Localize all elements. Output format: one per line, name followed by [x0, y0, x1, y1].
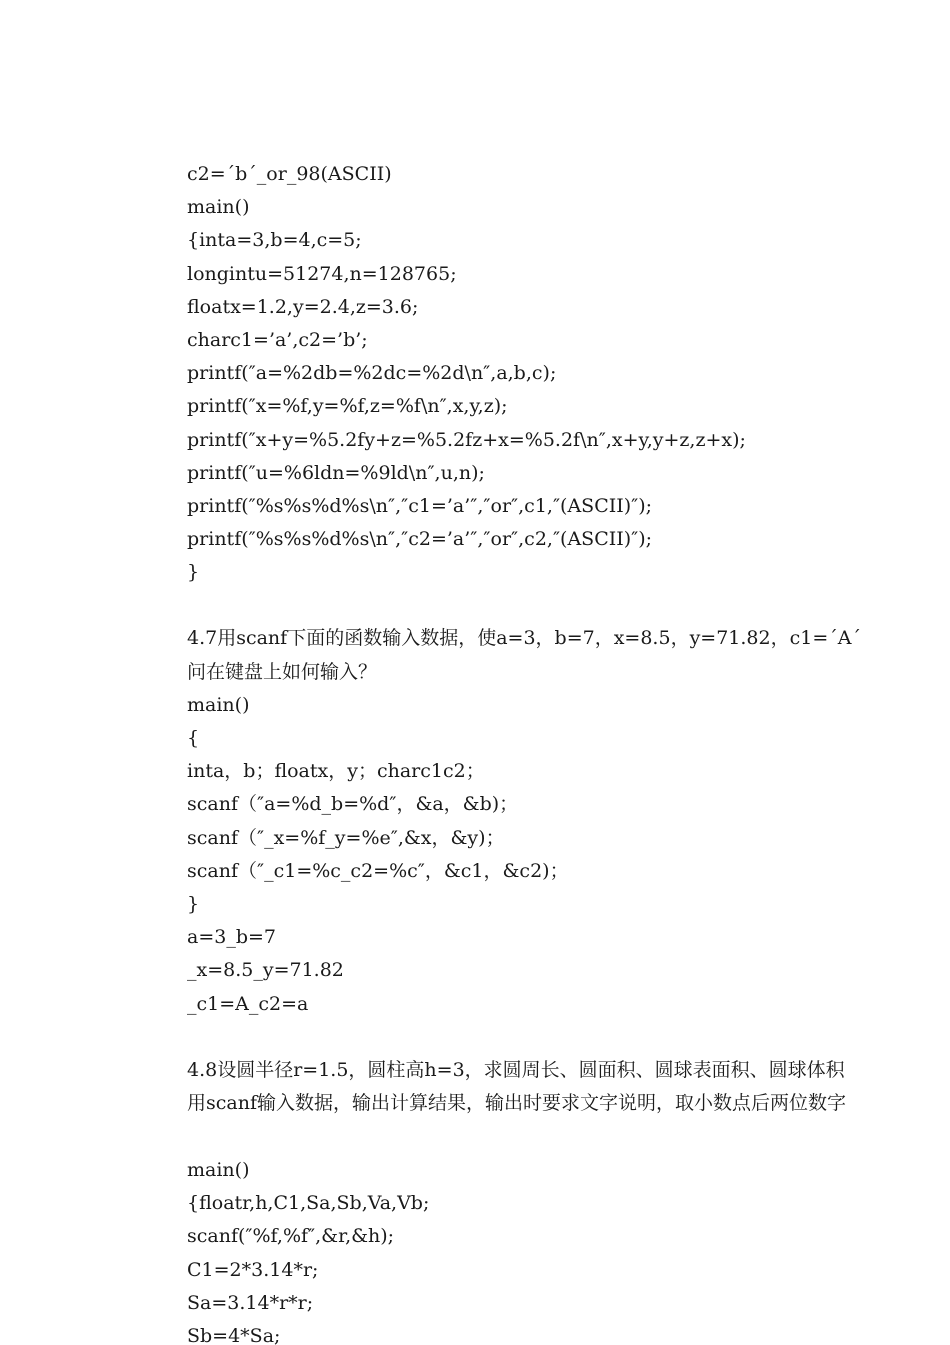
- code-line: scanf（″_c1=%c_c2=%c″，&c1，&c2)；: [187, 859, 569, 882]
- code-line: {inta=3,b=4,c=5;: [187, 229, 362, 252]
- code-line: printf(″%s%s%d%s\n″,″c1=’a’″,″or″,c1,″(ASCII)″);: [187, 494, 653, 517]
- code-line: printf(″x+y=%5.2fy+z=%5.2fz+x=%5.2f\n″,x+y,y+z,z+x);: [187, 428, 746, 451]
- code-line: c2=´b´_or_98(ASCII): [187, 163, 392, 185]
- code-line: Sa=3.14*r*r;: [187, 1291, 314, 1314]
- code-line: scanf（″a=%d_b=%d″，&a，&b)；: [187, 793, 519, 816]
- answer-line: _c1=A_c2=a: [187, 992, 309, 1015]
- code-line: }: [187, 561, 200, 584]
- code-line: }: [187, 892, 200, 915]
- paragraph-gap: [187, 1021, 950, 1054]
- code-line: scanf(″%f,%f″,&r,&h);: [187, 1225, 395, 1248]
- code-block-printf: [187, 158, 950, 589]
- exercise-question-line: 用scanf输入数据，输出计算结果，输出时要求文字说明，取小数点后两位数字: [187, 1091, 846, 1114]
- document-body: [187, 158, 950, 1345]
- code-line: charc1=’a’,c2=’b’;: [187, 328, 368, 351]
- code-block-circle: [187, 1154, 950, 1345]
- code-line: printf(″u=%6ldn=%9ld\n″,u,n);: [187, 461, 485, 484]
- code-line: inta，b；floatx，y；charc1c2；: [187, 760, 485, 783]
- exercise-4-8: [187, 1054, 950, 1120]
- answer-line: a=3_b=7: [187, 926, 277, 949]
- paragraph-gap: [187, 1120, 950, 1154]
- code-line: C1=2*3.14*r;: [187, 1258, 319, 1281]
- exercise-question-line: 4.8设圆半径r=1.5，圆柱高h=3，求圆周长、圆面积、圆球表面积、圆球体积: [187, 1058, 845, 1081]
- paragraph-gap: [187, 589, 950, 622]
- code-line: printf(″x=%f,y=%f,z=%f\n″,x,y,z);: [187, 395, 508, 418]
- code-line: scanf（″_x=%f_y=%e″,&x，&y)；: [187, 826, 505, 849]
- exercise-question-line: 4.7用scanf下面的函数输入数据，使a=3，b=7，x=8.5，y=71.82，c1=´A´: [187, 627, 861, 650]
- exercise-4-7: [187, 622, 950, 1020]
- code-line: main(): [187, 693, 250, 716]
- code-line: {: [187, 727, 200, 749]
- answer-line: _x=8.5_y=71.82: [187, 959, 344, 982]
- code-line: longintu=51274,n=128765;: [187, 262, 457, 285]
- code-line: floatx=1.2,y=2.4,z=3.6;: [187, 295, 419, 318]
- code-line: main(): [187, 196, 250, 219]
- code-line: printf(″%s%s%d%s\n″,″c2=’a’″,″or″,c2,″(ASCII)″);: [187, 528, 653, 551]
- exercise-question-line: 问在键盘上如何输入？: [187, 660, 378, 683]
- code-line: printf(″a=%2db=%2dc=%2d\n″,a,b,c);: [187, 362, 557, 385]
- code-line: Sb=4*Sa;: [187, 1325, 281, 1345]
- code-line: main(): [187, 1159, 250, 1182]
- code-line: {floatr,h,C1,Sa,Sb,Va,Vb;: [187, 1192, 430, 1215]
